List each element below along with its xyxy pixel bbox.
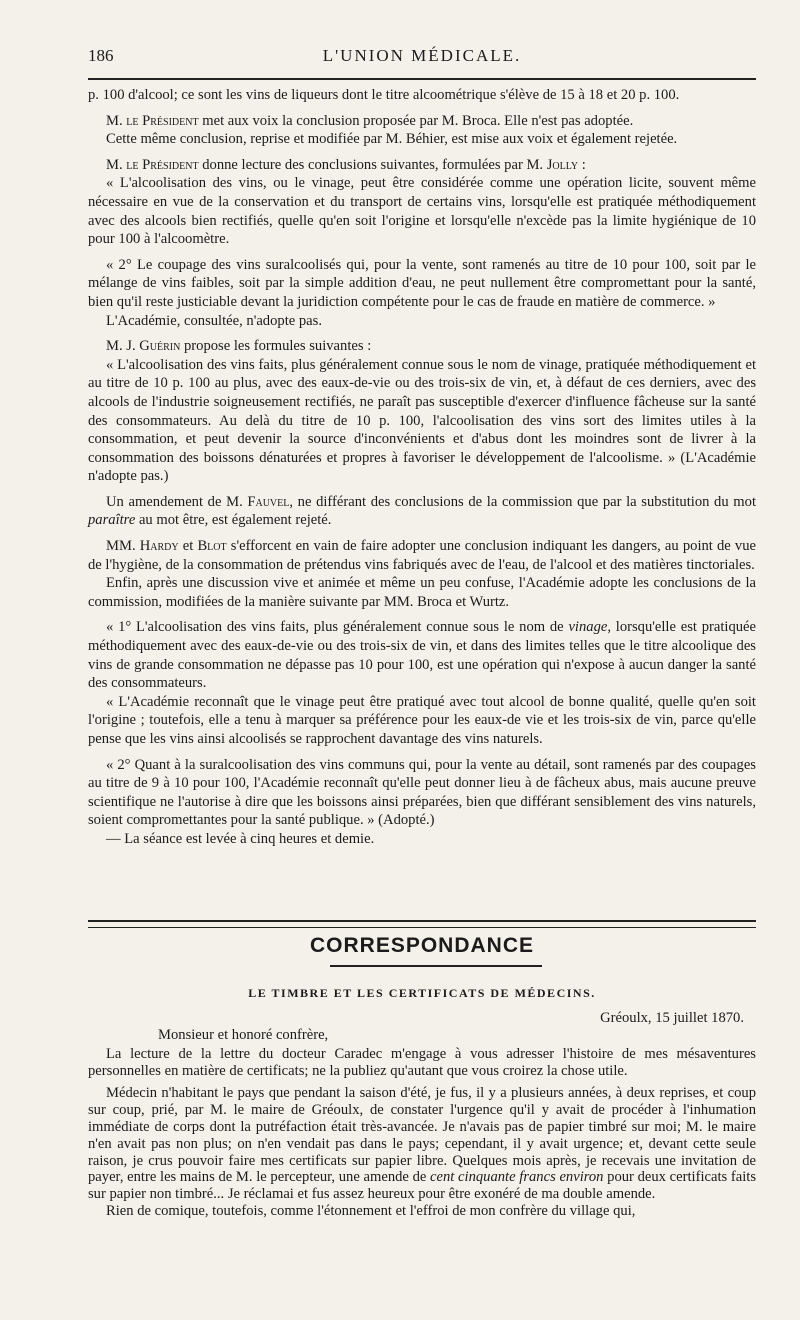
- quoted-conclusion: [88, 618, 756, 692]
- letter-dateline: Gréoulx, 15 juillet 1870.: [600, 1010, 744, 1026]
- paragraph-text: Médecin n'habitant le pays que pendant la saison d'été, je fus, il y a plusieurs années, à deux reprises, et coup sur coup, prié, par M. le maire de Gréoulx, de constater l'urgence qu'il y avait de procéder à l'inhumation immédiate de corps dont la putréfaction était très-avancée. Je n'avais pas de papier timbré sur moi; M. le maire n'en avait pas non plus; on n'en vendait pas dans le pays; cependant, il y avait urgence; et, devant cette seule raison, je crus pouvoir faire mes certificats sur papier libre. Quelques mois après, je recevais une invitation de payer, entre les mains de M. le percepteur, une amende de: [88, 1085, 756, 1186]
- paragraph: Cette même conclusion, reprise et modifiée par M. Béhier, est mise aux voix et également rejetée.: [106, 131, 678, 148]
- paragraph-text: s'efforcent en vain de faire adopter une conclusion indiquant les dangers, au point de vue de l'hygiène, de la consommation de prétendus vins fabriqués avec de l'eau, de l'alcool et des matières tinctoriales.: [88, 538, 756, 573]
- paragraph: [88, 156, 756, 175]
- paragraph: p. 100 d'alcool; ce sont les vins de liqueurs dont le titre alcoométrique s'élève de 15 à 18 et 20 p. 100.: [88, 87, 680, 103]
- speaker-name: M. le Président: [106, 156, 199, 173]
- page-header: [88, 40, 756, 74]
- paragraph-text: Un amendement de M.: [106, 493, 248, 510]
- quoted-conclusion: « L'alcoolisation des vins, ou le vinage, peut être considérée comme une opération licite, souvent même nécessaire en vue de la conservation et du transport de certains vins, lorsqu'elle est pratiquée méthodiquement avec des alcools bien rectifiés, quelle qu'en soit l'origine et lorsqu'elle n'excède pas la limite hygiénique de 10 pour 100 à l'alcoomètre.: [88, 175, 756, 248]
- paragraph-text: :: [578, 156, 586, 173]
- paragraph: [88, 112, 756, 131]
- paragraph: [88, 337, 756, 356]
- emphasized-word: paraître: [88, 512, 136, 529]
- person-name: Fauvel: [247, 493, 290, 510]
- paragraph: Enfin, après une discussion vive et animée et même un peu confuse, l'Académie adopte les conclusions de la commission, modifiées de la manière suivante par MM. Broca et Wurtz.: [88, 575, 756, 610]
- paragraph-text: M. J.: [106, 338, 140, 355]
- section-title: CORRESPONDANCE: [309, 934, 535, 957]
- emphasized-word: vinage: [568, 619, 608, 636]
- emphasized-amount: cent cinquante francs environ: [430, 1169, 604, 1186]
- paragraph-text: et: [178, 538, 198, 555]
- quoted-conclusion: « 2° Le coupage des vins suralcoolisés qui, pour la vente, sont ramenés au titre de 10 pour 100, soit par le mélange de vins faibles, soit par la simple addition d'eau, ne peut nullement être compromettant pour la santé, bien qu'il reste justiciable devant la juridiction compétente pour le cas de fraude en matière de commerce. »: [88, 256, 756, 310]
- paragraph-text: « 1° L'alcoolisation des vins faits, plus généralement connue sous le nom de: [106, 619, 569, 636]
- header-rule: [88, 78, 756, 80]
- paragraph: [88, 493, 756, 530]
- page-number: 186: [88, 46, 114, 65]
- paragraph-text: propose les formules suivantes :: [180, 338, 372, 355]
- letter-title: LE TIMBRE ET LES CERTIFICATS DE MÉDECINS.: [248, 986, 596, 1000]
- letter-body: [88, 1027, 756, 1220]
- person-name: Hardy: [139, 538, 179, 555]
- quoted-conclusion: « 2° Quant à la suralcoolisation des vins communs qui, pour la vente au détail, sont ramenés par des coupages au titre de 9 à 10 pour 100, l'Académie reconnaît qu'elle peut donner lieu à de fâcheux abus, mais aucune preuve scientifique ne l'autorise à dire que les boissons ainsi préparées, bien que différant sensiblement des vins naturels, soient compromettantes pour la santé publique. » (Adopté.): [88, 756, 756, 829]
- paragraph-text: , ne différant des conclusions de la commission que par la substitution du mot: [289, 493, 756, 510]
- paragraph-text: donne lecture des conclusions suivantes, formulées par M.: [198, 156, 547, 173]
- paragraph-text: au mot être, est également rejeté.: [135, 512, 332, 529]
- quoted-conclusion: « L'Académie reconnaît que le vinage peut être pratiqué avec tout alcool de bonne qualité, quelle qu'en soit l'origine ; toutefois, elle a tenu à marquer sa préférence pour les eaux-de vie et les trois-six de vin, parce qu'elle pense que les vins ainsi alcoolisés se rapprochent davantage des vins naturels.: [88, 693, 756, 747]
- letter-paragraph: La lecture de la lettre du docteur Caradec m'engage à vous adresser l'histoire de mes mésaventures personnelles en matière de certificats; ne la publiez qu'autant que vous croirez la chose utile.: [88, 1045, 756, 1079]
- article-body: [88, 86, 756, 849]
- paragraph-text: , lorsqu'elle est pratiquée méthodiquement avec des eaux-de-vie ou des trois-six de vin, et dans des limites telles que le titre alcoolique des vins de grande consommation ne dépasse pas 10 pour 100, est une opération qui n'expose à aucun danger la santé des consommateurs.: [88, 619, 756, 692]
- letter-salutation: Monsieur et honoré confrère,: [158, 1027, 329, 1043]
- paragraph: L'Académie, consultée, n'adopte pas.: [106, 312, 322, 329]
- letter-paragraph: Rien de comique, toutefois, comme l'étonnement et l'effroi de mon confrère du village qui,: [106, 1202, 636, 1219]
- closing-line: — La séance est levée à cinq heures et demie.: [106, 830, 375, 847]
- speaker-name: M. le Président: [106, 112, 199, 129]
- section-divider: [88, 920, 756, 928]
- paragraph-text: pour deux certificats faits sur papier non timbré... Je réclamai et fus assez heureux pour être exonéré de ma double amende.: [88, 1169, 756, 1203]
- paragraph-text: MM.: [106, 538, 140, 555]
- quoted-conclusion: « L'alcoolisation des vins faits, plus généralement connue sous le nom de vinage, pratiquée méthodiquement et au titre de 10 p. 100 au plus, avec des eaux-de-vie ou des trois-six de vin, et, à défaut de ces derniers, avec des alcools de l'industrie soigneusement rectifiés, ne paraît pas susceptible d'exercer d'influence fâcheuse sur la santé des consommateurs. Au delà du titre de 10 p. 100, l'alcoolisation des vins sort des limites utiles à la consommation, et peut devenir la source d'inconvénients et d'abus dont les moindres sont de livrer à la consommation des boissons dénaturées et propres à favoriser le développement de l'alcoolisme. » (L'Académie n'adopte pas.): [88, 356, 756, 485]
- person-name: Blot: [197, 538, 227, 555]
- person-name: Jolly: [546, 156, 579, 173]
- letter-paragraph: [88, 1085, 756, 1203]
- section-title-underline: [330, 965, 542, 967]
- running-title: L'UNION MÉDICALE.: [322, 46, 522, 65]
- paragraph: [88, 537, 756, 574]
- person-name: Guérin: [139, 338, 181, 355]
- paragraph-text: met aux voix la conclusion proposée par M. Broca. Elle n'est pas adoptée.: [198, 112, 634, 129]
